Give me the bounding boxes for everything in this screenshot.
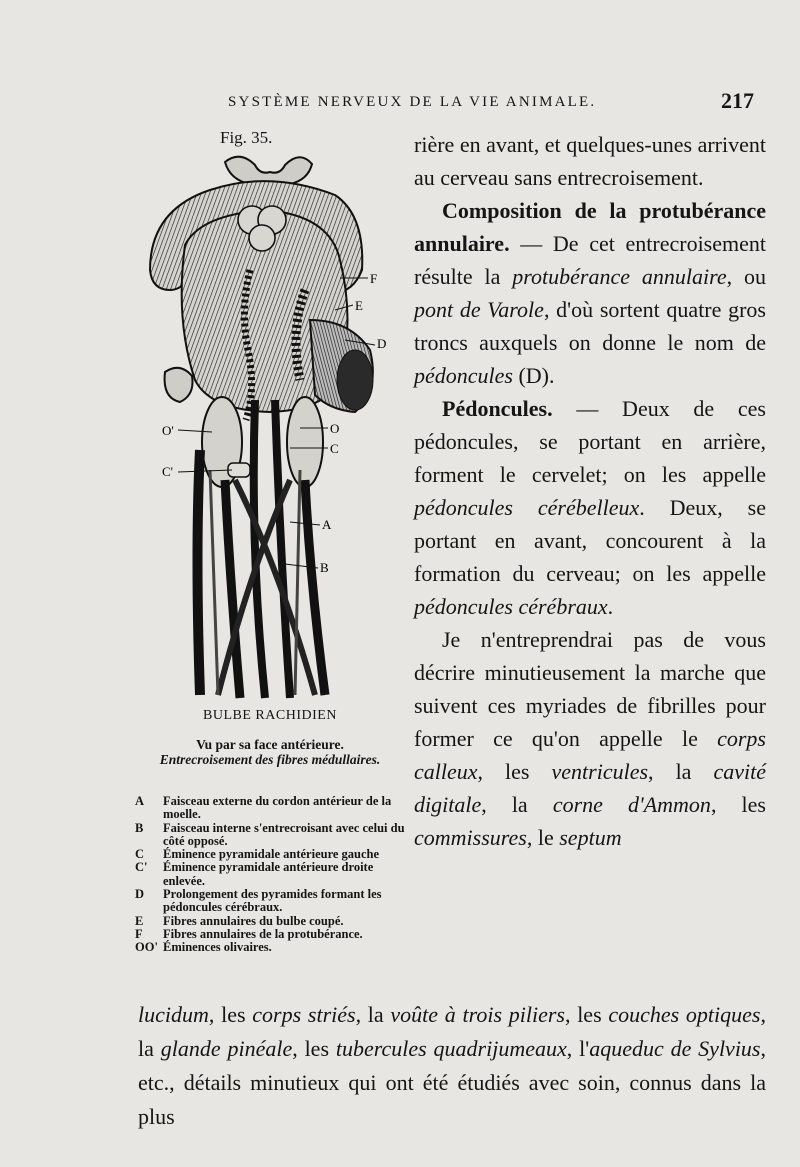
- paragraph-structures-cont: lucidum, les corps striés, la voûte à trois piliers, les couches optiques, la glande pinéale, les tubercules quadrijumeaux, l'aqueduc de Sylvius, etc., détails minutieux qui ont été étudiés avec soin, connus dans la plus: [138, 1002, 766, 1129]
- legend-item: B Faisceau interne s'entrecroisant avec celui du côté opposé.: [135, 820, 405, 848]
- section-heading: Pédoncules.: [442, 396, 553, 421]
- legend-item: C Éminence pyramidale antérieure gauche: [135, 847, 380, 862]
- section-heading: Composition de la protubérance annulaire.: [414, 198, 766, 256]
- label-A: A: [322, 517, 332, 532]
- legend-item: F Fibres annulaires de la protubérance.: [135, 926, 363, 941]
- running-title: SYSTÈME NERVEUX DE LA VIE ANIMALE.: [228, 94, 597, 110]
- paragraph-structures: Je n'entreprendrai pas de vous décrire minutieusement la marche que suivent ces myriades de fibrilles pour former ce qu'on appelle le corps calleux, les ventricules, la cavité digitale, la corne d'Ammon, les commissures, le septum: [414, 627, 766, 850]
- legend-item: C' Éminence pyramidale antérieure droite enlevée.: [135, 860, 374, 888]
- running-head: [200, 88, 760, 118]
- right-column-text: [414, 128, 766, 854]
- legend-item: OO' Éminences olivaires.: [135, 940, 272, 955]
- brainstem-illustration: [140, 150, 400, 700]
- legend-item: D Prolongement des pyramides formant les pédoncules cérébraux.: [135, 887, 382, 915]
- label-D: D: [377, 336, 387, 351]
- figure-title: BULBE RACHIDIEN: [203, 708, 337, 723]
- label-O: O: [330, 421, 340, 436]
- label-O-prime: O': [162, 423, 174, 438]
- label-C-prime: C': [162, 464, 174, 479]
- paragraph-protuberance: Composition de la protubérance annulaire. — De cet entrecroisement résulte la protubérance annulaire, ou pont de Varole, d'où sortent quatre gros troncs auxquels on donne le nom de pédoncules (D).: [414, 198, 766, 388]
- caption-subtitle: Entrecroisement des fibres médullaires.: [159, 752, 381, 767]
- paragraph-continuation: rière en avant, et quelques-unes arrivent au cerveau sans entrecroisement.: [414, 132, 766, 190]
- figure-label: Fig. 35.: [220, 128, 273, 147]
- label-F: F: [370, 271, 378, 286]
- page-number: 217: [721, 88, 754, 113]
- label-B: B: [320, 560, 329, 575]
- legend-item: A Faisceau externe du cordon antérieur de la moelle.: [135, 794, 392, 822]
- legend-item: E Fibres annulaires du bulbe coupé.: [135, 913, 344, 928]
- figure-caption: [135, 737, 405, 767]
- caption-view: Vu par sa face antérieure.: [196, 737, 344, 752]
- label-C: C: [330, 441, 339, 456]
- paragraph-peduncles: Pédoncules. — Deux de ces pédoncules, se portant en arrière, forment le cervelet; on les appelle pédoncules cérébelleux. Deux, se portant en avant, concourent à la formation du cerveau; on les appelle pédoncules cérébraux.: [414, 396, 766, 619]
- full-width-text: [138, 998, 766, 1134]
- figure-legend: [135, 795, 407, 955]
- label-E: E: [355, 298, 363, 313]
